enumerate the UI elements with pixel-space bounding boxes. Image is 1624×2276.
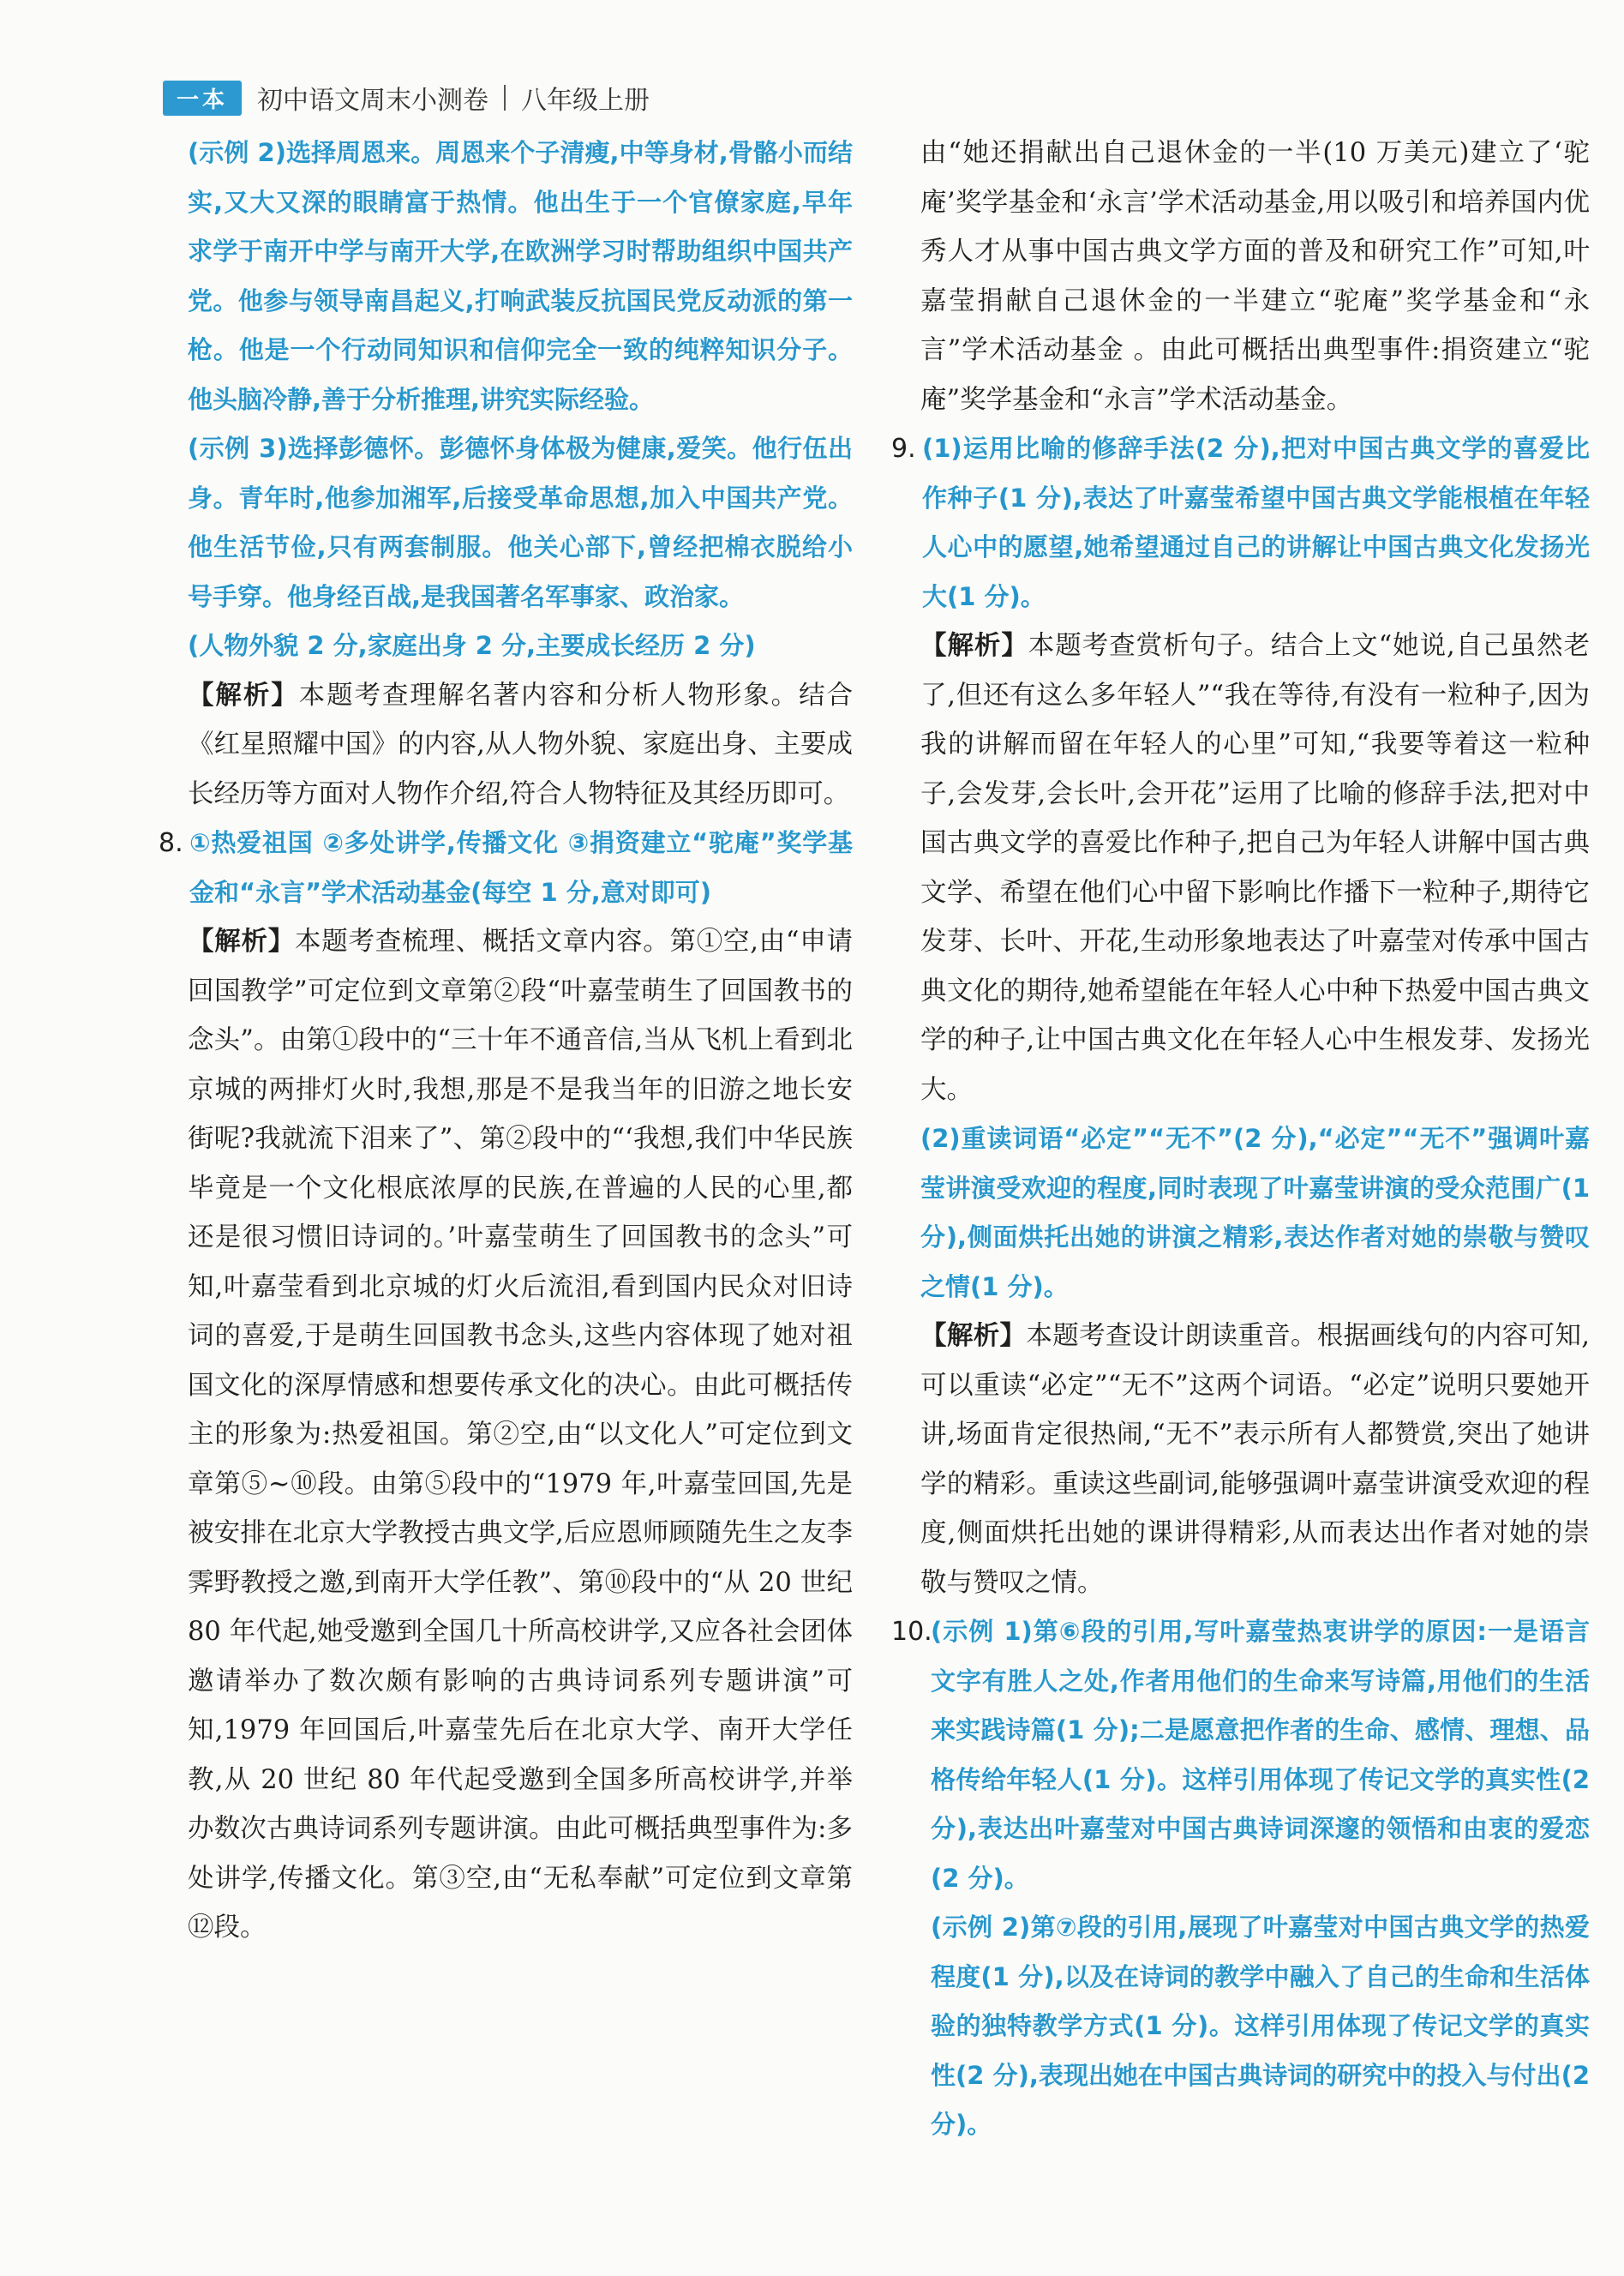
- analysis-label: 【解析】: [920, 1320, 1027, 1351]
- analysis-label: 【解析】: [188, 679, 299, 711]
- q9-2-answer: (2)重读词语“必定”“无不”(2 分),“必定”“无不”强调叶嘉莹讲演受欢迎的程度,同时表现了叶嘉莹讲演的受众范围广(1 分),侧面烘托出她的讲演之精彩,表达作者对她的崇敬与赞叹之情(1 分)。: [920, 1124, 1590, 1301]
- question-10: [891, 1607, 1590, 1903]
- book-title: 初中语文周末小测卷: [257, 86, 489, 116]
- analysis-label: 【解析】: [920, 630, 1028, 661]
- grade-label: 八年级上册: [521, 86, 650, 116]
- q8-analysis: [159, 917, 853, 1953]
- question-number: 9.: [891, 434, 916, 464]
- analysis-text: 本题考查理解名著内容和分析人物形象。结合《红星照耀中国》的内容,从人物外貌、家庭出身、主要成长经历等方面对人物作介绍,符合人物特征及其经历即可。: [188, 680, 854, 809]
- q10-example-2: (示例 2)第⑦段的引用,展现了叶嘉莹对中国古典文学的热爱程度(1 分),以及在诗词的教学中融入了自己的生命和生活体验的独特教学方式(1 分)。这样引用体现了传记文学的真实性(2 分),表现出她在中国古典诗词的研究中的投入与付出(2 分)。: [931, 1913, 1590, 2139]
- analysis-label: 【解析】: [188, 926, 295, 957]
- left-column: [159, 129, 853, 1953]
- right-column: [891, 129, 1590, 2150]
- q8-analysis-continued: 由“她还捐献出自己退休金的一半(10 万美元)建立了‘驼庵’奖学基金和‘永言’学术活动基金,用以吸引和培养国内优秀人才从事中国古典文学方面的普及和研究工作”可知,叶嘉莹捐献自己退休金的一半建立“驼庵”奖学基金和“永言”学术活动基金 。由此可概括出典型事件:捐资建立“驼庵”奖学基金和“永言”学术活动基金。: [920, 138, 1590, 415]
- q7-analysis: [159, 671, 853, 820]
- q9-1-analysis: [891, 622, 1590, 1114]
- question-number: 8.: [159, 828, 183, 858]
- question-number: 10.: [891, 1617, 932, 1647]
- analysis-text: 本题考查赏析句子。结合上文“她说,自己虽然老了,但还有这么多年轻人”“我在等待,有没有一粒种子,因为我的讲解而留在年轻人的心里”可知,“我要等着这一粒种子,会发芽,会长叶,会开花”运用了比喻的修辞手法,把对中国古典文学的喜爱比作种子,把自己为年轻人讲解中国古典文学、希望在他们心中留下影响比作播下一粒种子,期待它发芽、长叶、开花,生动形象地表达了叶嘉莹对传承中国古典文化的期待,她希望能在年轻人心中种下热爱中国古典文学的种子,让中国古典文化在年轻人心中生根发芽、发扬光大。: [920, 631, 1590, 1105]
- q7-example-2: (示例 2)选择周恩来。周恩来个子清瘦,中等身材,骨骼小而结实,又大又深的眼睛富于热情。他出生于一个官僚家庭,早年求学于南开中学与南开大学,在欧洲学习时帮助组织中国共产党。他参与领导南昌起义,打响武装反抗国民党反动派的第一枪。他是一个行动同知识和信仰完全一致的纯粹知识分子。他头脑冷静,善于分析推理,讲究实际经验。: [188, 138, 853, 414]
- brand-logo: 一本: [163, 81, 242, 116]
- q9-1-answer: (1)运用比喻的修辞手法(2 分),把对中国古典文学的喜爱比作种子(1 分),表达了叶嘉莹希望中国古典文学能根植在年轻人心中的愿望,她希望通过自己的讲解让中国古典文化发扬光大(1 分)。: [922, 434, 1590, 611]
- question-8: [159, 819, 853, 917]
- q9-2-analysis: [891, 1312, 1590, 1607]
- q7-score-note: (人物外貌 2 分,家庭出身 2 分,主要成长经历 2 分): [188, 631, 756, 660]
- analysis-text: 本题考查设计朗读重音。根据画线句的内容可知,可以重读“必定”“无不”这两个词语。“必定”说明只要她开讲,场面肯定很热闹,“无不”表示所有人都赞赏,突出了她讲学的精彩。重读这些副词,能够强调叶嘉莹讲演受欢迎的程度,侧面烘托出她的课讲得精彩,从而表达出作者对她的崇敬与赞叹之情。: [920, 1321, 1591, 1598]
- header-divider: [504, 85, 506, 111]
- q10-example-1: (示例 1)第⑥段的引用,写叶嘉莹热衷讲学的原因:一是语言文字有胜人之处,作者用他们的生命来写诗篇,用他们的生活来实践诗篇(1 分);二是愿意把作者的生命、感情、理想、品格传给年轻人(1 分)。这样引用体现了传记文学的真实性(2 分),表达出叶嘉莹对中国古典诗词深邃的领悟和由衷的爱恋(2 分)。: [931, 1617, 1590, 1893]
- analysis-text: 本题考查梳理、概括文章内容。第①空,由“申请回国教学”可定位到文章第②段“叶嘉莹萌生了回国教书的念头”。由第①段中的“三十年不通音信,当从飞机上看到北京城的两排灯火时,我想,那是不是我当年的旧游之地长安街呢?我就流下泪来了”、第②段中的“‘我想,我们中华民族毕竟是一个文化根底浓厚的民族,在普遍的人民的心里,都还是很习惯旧诗词的。’叶嘉莹萌生了回国教书的念头”可知,叶嘉莹看到北京城的灯火后流泪,看到国内民众对旧诗词的喜爱,于是萌生回国教书念头,这些内容体现了她对祖国文化的深厚情感和想要传承文化的决心。由此可概括传主的形象为:热爱祖国。第②空,由“以文化人”可定位到文章第⑤~⑩段。由第⑤段中的“1979 年,叶嘉莹回国,先是被安排在北京大学教授古典文学,后应恩师顾随先生之友李霁野教授之邀,到南开大学任教”、第⑩段中的“从 20 世纪 80 年代起,她受邀到全国几十所高校讲学,又应各社会团体邀请举办了数次颇有影响的古典诗词系列专题讲演”可知,1979 年回国后,叶嘉莹先后在北京大学、南开大学任教,从 20 世纪 80 年代起受邀到全国多所高校讲学,并举办数次古典诗词系列专题讲演。由此可概括典型事件为:多处讲学,传播文化。第③空,由“无私奉献”可定位到文章第⑫段。: [188, 927, 853, 1943]
- q8-answer: ①热爱祖国 ②多处讲学,传播文化 ③捐资建立“驼庵”奖学基金和“永言”学术活动基金(每空 1 分,意对即可): [189, 828, 853, 907]
- page-header: [163, 79, 650, 117]
- question-9: [891, 424, 1590, 622]
- q7-example-3: (示例 3)选择彭德怀。彭德怀身体极为健康,爱笑。他行伍出身。青年时,他参加湘军,后接受革命思想,加入中国共产党。他生活节俭,只有两套制服。他关心部下,曾经把棉衣脱给小号手穿。他身经百战,是我国著名军事家、政治家。: [188, 434, 853, 611]
